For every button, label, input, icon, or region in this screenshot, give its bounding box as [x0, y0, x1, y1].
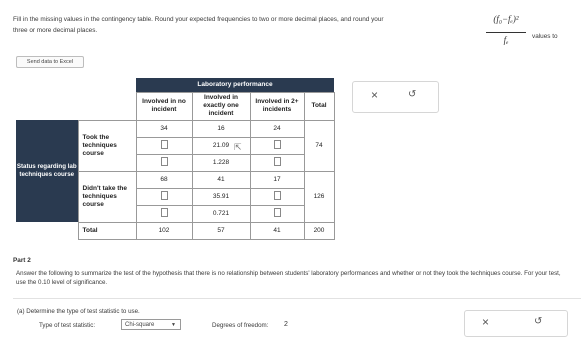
- dropdown-caret-icon: ▼: [171, 322, 176, 328]
- row-total: 74: [304, 120, 334, 171]
- expected-cell: 35.91: [192, 188, 250, 205]
- test-statistic-select[interactable]: [121, 319, 181, 330]
- part-2-heading: Part 2: [13, 257, 31, 264]
- fraction-numerator: (f₀−fₑ)²: [493, 14, 519, 24]
- row-group-label: Status regarding lab techniques course: [16, 120, 78, 222]
- observed-cell: 16: [192, 120, 250, 137]
- part-2-text: Answer the following to summarize the test of the hypothesis that there is no relationship between students' laboratory performances and whether or not they took the techniques course. For your test, use the 0.10 level of significance.: [16, 270, 561, 286]
- instructions-line-2: three or more decimal places.: [13, 27, 98, 34]
- row-label-didnt-take-course: Didn't take the techniques course: [78, 171, 136, 222]
- expected-input-cell[interactable]: [250, 137, 304, 154]
- chi-term-fraction: [485, 14, 527, 50]
- table-action-panel: [352, 81, 439, 113]
- chi-input[interactable]: [161, 157, 168, 166]
- chi-input[interactable]: [161, 208, 168, 217]
- degrees-of-freedom-value[interactable]: 2: [284, 321, 288, 328]
- total-row-label: Total: [78, 222, 136, 239]
- expected-input-cell[interactable]: [136, 188, 192, 205]
- expected-input-cell[interactable]: [136, 137, 192, 154]
- chi-input-cell[interactable]: [136, 205, 192, 222]
- column-total: 102: [136, 222, 192, 239]
- expected-input-cell[interactable]: [250, 188, 304, 205]
- close-icon[interactable]: ×: [371, 88, 379, 102]
- instructions-after-fraction: values to: [532, 33, 558, 40]
- divider: [13, 298, 581, 299]
- chi-input-cell[interactable]: [250, 154, 304, 171]
- undo-icon[interactable]: ↺: [534, 316, 543, 327]
- instructions-line-1: Fill in the missing values in the contingency table. Round your expected frequencies to two or more decimal places, and round your: [13, 16, 384, 23]
- mouse-cursor-icon: ⇱: [234, 142, 242, 152]
- row-total: 126: [304, 171, 334, 222]
- undo-icon[interactable]: ↺: [408, 89, 417, 100]
- col-header-one-incident: Involved in exactly one incident: [192, 92, 250, 120]
- chi-input[interactable]: [274, 208, 281, 217]
- expected-input[interactable]: [274, 140, 281, 149]
- col-header-no-incident: Involved in no incident: [136, 92, 192, 120]
- observed-cell: 41: [192, 171, 250, 188]
- expected-input[interactable]: [274, 191, 281, 200]
- test-statistic-label: Type of test statistic:: [39, 322, 96, 329]
- chi-cell: 0.721: [192, 205, 250, 222]
- table-title: Laboratory performance: [136, 78, 334, 92]
- observed-cell: 17: [250, 171, 304, 188]
- observed-cell: 68: [136, 171, 192, 188]
- observed-cell: 34: [136, 120, 192, 137]
- fraction-bar: [486, 32, 526, 33]
- instructions: [13, 14, 483, 36]
- degrees-of-freedom-label: Degrees of freedom:: [212, 322, 269, 329]
- column-total: 41: [250, 222, 304, 239]
- expected-input[interactable]: [161, 140, 168, 149]
- expected-input[interactable]: [161, 191, 168, 200]
- close-icon[interactable]: ×: [482, 315, 490, 329]
- observed-cell: 24: [250, 120, 304, 137]
- test-statistic-value: Chi-square: [125, 322, 155, 328]
- send-to-excel-button[interactable]: Send data to Excel: [16, 56, 84, 68]
- contingency-table: [16, 78, 335, 240]
- chi-input-cell[interactable]: [136, 154, 192, 171]
- answer-action-panel: [464, 310, 568, 337]
- chi-cell: 1.228: [192, 154, 250, 171]
- expected-cell: 21.09: [192, 137, 250, 154]
- chi-input[interactable]: [274, 157, 281, 166]
- question-a: (a) Determine the type of test statistic to use.: [17, 308, 140, 315]
- col-header-two-plus-incidents: Involved in 2+ incidents: [250, 92, 304, 120]
- fraction-denominator: fₑ: [503, 35, 509, 45]
- row-label-took-course: Took the techniques course: [78, 120, 136, 171]
- col-header-total: Total: [304, 92, 334, 120]
- grand-total: 200: [304, 222, 334, 239]
- chi-input-cell[interactable]: [250, 205, 304, 222]
- column-total: 57: [192, 222, 250, 239]
